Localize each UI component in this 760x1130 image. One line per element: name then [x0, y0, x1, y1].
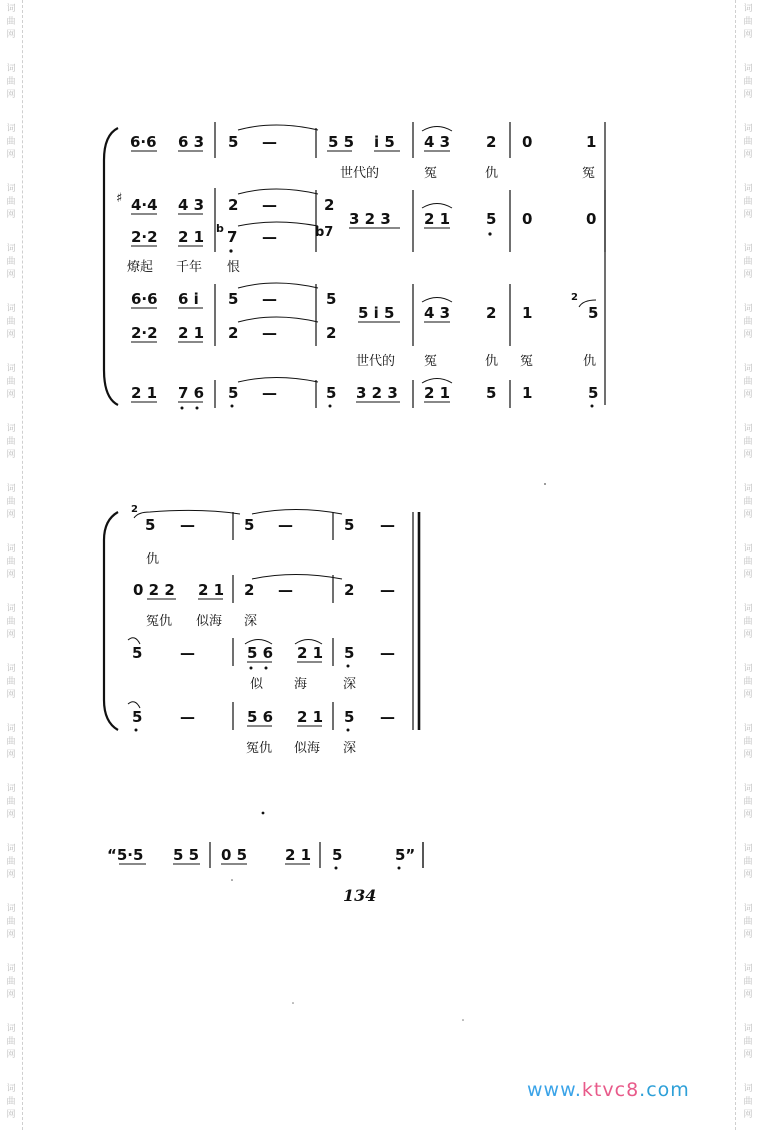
note: —	[262, 228, 277, 246]
watermark-glyph: 词	[6, 784, 16, 794]
print-speck	[262, 812, 265, 815]
print-speck	[544, 483, 546, 485]
watermark-glyph: 词	[743, 244, 753, 254]
note: 2 1	[297, 708, 324, 726]
lyric: 深	[343, 677, 357, 692]
watermark-glyph: 词	[6, 544, 16, 554]
watermark-glyph: 网	[743, 930, 753, 940]
watermark-glyph: 曲	[743, 437, 753, 447]
footnote-line	[107, 842, 423, 870]
watermark-glyph: 词	[743, 964, 753, 974]
note: 0	[522, 210, 533, 228]
lyric: 冤	[424, 354, 438, 369]
watermark-glyph: 词	[743, 604, 753, 614]
note: 2	[228, 196, 239, 214]
note: 6·6	[131, 290, 158, 308]
note: 2	[326, 324, 337, 342]
note: 3 2 3	[356, 384, 398, 402]
watermark-glyph: 词	[743, 664, 753, 674]
watermark-glyph: 词	[743, 304, 753, 314]
note: 5	[344, 644, 355, 662]
watermark-glyph: 词	[6, 124, 16, 134]
watermark-glyph: 词	[743, 4, 753, 14]
note: 1	[522, 304, 533, 322]
note: 5	[332, 846, 343, 864]
note: 2 1	[131, 384, 158, 402]
note: 2	[228, 324, 239, 342]
system1-staff3	[131, 283, 598, 369]
watermark-glyph: 词	[6, 184, 16, 194]
note: 1	[522, 384, 533, 402]
watermark-glyph: 词	[6, 664, 16, 674]
note: —	[278, 516, 293, 534]
lyric: 深	[244, 614, 258, 629]
system-1	[104, 122, 605, 410]
watermark-glyph: 词	[6, 1024, 16, 1034]
watermark-glyph: 网	[743, 30, 753, 40]
note: 5	[228, 290, 239, 308]
watermark-glyph: 曲	[6, 197, 16, 207]
note: 4 3	[424, 304, 451, 322]
lyric: 世代的	[340, 166, 380, 181]
note: 5	[326, 384, 337, 402]
watermark-glyph: 曲	[6, 497, 16, 507]
watermark-glyph: 网	[6, 1050, 16, 1060]
watermark-glyph: 网	[743, 330, 753, 340]
watermark-glyph: 曲	[743, 197, 753, 207]
lyric: 仇	[146, 552, 160, 567]
note: 2	[486, 304, 497, 322]
watermark-glyph: 词	[6, 484, 16, 494]
lyric: 千年	[176, 260, 203, 275]
note: 3 2 3	[349, 210, 391, 228]
watermark-glyph: 曲	[6, 677, 16, 687]
url-prefix: www.	[527, 1079, 582, 1101]
watermark-glyph: 词	[6, 424, 16, 434]
watermark-glyph: 曲	[6, 17, 16, 27]
watermark-glyph: 网	[743, 630, 753, 640]
watermark-glyph: 网	[6, 330, 16, 340]
watermark-glyph: 词	[743, 1024, 753, 1034]
watermark-glyph: 词	[743, 724, 753, 734]
watermark-glyph: 网	[6, 1110, 16, 1120]
note: 2	[344, 581, 355, 599]
url-brand: ktvc8	[581, 1079, 640, 1101]
note: 0 2 2	[133, 581, 175, 599]
system1-staff2	[116, 188, 605, 275]
note: 2 1	[424, 384, 451, 402]
note: 5	[588, 384, 599, 402]
note: 5 6	[247, 644, 274, 662]
note: —	[262, 324, 277, 342]
watermark-glyph: 网	[743, 690, 753, 700]
note: 2 1	[178, 324, 205, 342]
watermark-glyph: 词	[743, 844, 753, 854]
watermark-glyph: 曲	[743, 737, 753, 747]
watermark-glyph: 曲	[743, 497, 753, 507]
watermark-glyph: 词	[6, 1084, 16, 1094]
watermark-glyph: 网	[6, 450, 16, 460]
note: —	[180, 644, 195, 662]
note: —	[262, 290, 277, 308]
note: 5	[228, 384, 239, 402]
watermark-glyph: 曲	[743, 1097, 753, 1107]
watermark-glyph: 词	[743, 364, 753, 374]
note: “5·5	[107, 846, 144, 864]
system-brace	[104, 128, 118, 405]
watermark-glyph: 网	[743, 90, 753, 100]
watermark-glyph: 曲	[743, 317, 753, 327]
note: —	[380, 644, 395, 662]
note: 2	[486, 133, 497, 151]
watermark-glyph: 网	[6, 510, 16, 520]
grace-note: 2	[131, 504, 138, 515]
note: 4·4	[131, 196, 158, 214]
watermark-glyph: 网	[6, 630, 16, 640]
note: 5	[145, 516, 156, 534]
watermark-glyph: 网	[743, 870, 753, 880]
note: 5	[132, 644, 143, 662]
note: 0 5	[221, 846, 248, 864]
note: 6 i	[178, 290, 199, 308]
page-number: 134	[343, 886, 377, 905]
note: 0	[522, 133, 533, 151]
watermark-glyph: 曲	[6, 1097, 16, 1107]
watermark-glyph: 词	[6, 364, 16, 374]
watermark-glyph: 网	[743, 450, 753, 460]
note: —	[380, 708, 395, 726]
watermark-glyph: 网	[6, 270, 16, 280]
grace-note: 2	[571, 292, 578, 303]
watermark-glyph: 网	[6, 150, 16, 160]
watermark-glyph: 曲	[6, 377, 16, 387]
watermark-glyph: 曲	[743, 377, 753, 387]
sharp-sign: ♯	[116, 191, 123, 206]
watermark-glyph: 词	[6, 844, 16, 854]
watermark-glyph: 曲	[743, 617, 753, 627]
watermark-glyph: 词	[743, 1084, 753, 1094]
system2-staff2	[133, 575, 395, 630]
watermark-glyph: 网	[743, 210, 753, 220]
watermark-glyph: 曲	[6, 737, 16, 747]
print-speck	[231, 879, 233, 881]
lyric: 似海	[294, 741, 321, 756]
system2-staff1	[131, 504, 395, 567]
watermark-glyph: 曲	[6, 797, 16, 807]
lyric: 海	[294, 677, 308, 692]
watermark-glyph: 曲	[6, 977, 16, 987]
watermark-glyph: 网	[743, 570, 753, 580]
watermark-glyph: 网	[743, 750, 753, 760]
watermark-glyph: 曲	[743, 977, 753, 987]
note: 5 i 5	[358, 304, 395, 322]
watermark-glyph: 网	[6, 390, 16, 400]
lyric: 仇	[485, 354, 499, 369]
note: 5	[344, 516, 355, 534]
note: 4 3	[424, 133, 451, 151]
watermark-glyph: 词	[6, 304, 16, 314]
watermark-glyph: 网	[6, 210, 16, 220]
note: 5	[326, 290, 337, 308]
watermark-glyph: 网	[6, 990, 16, 1000]
lyric: 冤仇	[246, 741, 273, 756]
system1-staff4	[131, 378, 598, 410]
watermark-glyph: 曲	[6, 557, 16, 567]
lyric: 深	[343, 741, 357, 756]
watermark-glyph: 词	[6, 244, 16, 254]
watermark-glyph: 词	[6, 604, 16, 614]
note: 5	[132, 708, 143, 726]
note: 5	[344, 708, 355, 726]
lyric: 似	[250, 677, 264, 692]
watermark-glyph: 词	[743, 904, 753, 914]
watermark-glyph: 曲	[6, 317, 16, 327]
note: 5	[244, 516, 255, 534]
watermark-glyph: 网	[743, 1110, 753, 1120]
watermark-glyph: 网	[6, 570, 16, 580]
lyric: 仇	[583, 354, 597, 369]
watermark-glyph: 词	[743, 544, 753, 554]
note: 2·2	[131, 324, 158, 342]
site-watermark-url	[527, 1079, 690, 1101]
watermark-glyph: 曲	[743, 1037, 753, 1047]
note: 2	[324, 196, 335, 214]
print-speck	[462, 1019, 464, 1021]
system-brace	[104, 512, 118, 730]
system2-staff4	[128, 702, 395, 756]
url-suffix: .com	[639, 1079, 690, 1101]
watermark-glyph: 词	[743, 184, 753, 194]
note: 6 3	[178, 133, 205, 151]
note: 2 1	[198, 581, 225, 599]
watermark-glyph: 词	[6, 904, 16, 914]
note: 4 3	[178, 196, 205, 214]
watermark-glyph: 曲	[6, 917, 16, 927]
note: —	[380, 581, 395, 599]
lyric: 冤	[424, 166, 438, 181]
watermark-glyph: 词	[6, 964, 16, 974]
note: 5	[486, 210, 497, 228]
note: 5	[486, 384, 497, 402]
system1-staff1	[130, 122, 596, 181]
watermark-glyph: 词	[743, 784, 753, 794]
lyric: 似海	[196, 614, 223, 629]
note: 2 1	[297, 644, 324, 662]
watermark-glyph: 曲	[6, 1037, 16, 1047]
watermark-glyph: 曲	[6, 257, 16, 267]
lyric: 冤	[520, 354, 534, 369]
note: —	[262, 133, 277, 151]
watermark-glyph: 曲	[6, 437, 16, 447]
note: 2 1	[178, 228, 205, 246]
watermark-glyph: 网	[743, 390, 753, 400]
note: 5	[228, 133, 239, 151]
watermark-glyph: 网	[743, 270, 753, 280]
watermark-glyph: 网	[743, 810, 753, 820]
watermark-glyph: 曲	[6, 77, 16, 87]
watermark-glyph: 词	[6, 724, 16, 734]
watermark-glyph: 曲	[743, 857, 753, 867]
watermark-glyph: 网	[6, 750, 16, 760]
note: 7	[227, 228, 238, 246]
watermark-glyph: 网	[743, 1050, 753, 1060]
watermark-glyph: 网	[743, 510, 753, 520]
print-speck	[292, 1002, 294, 1004]
flat-seven: b7	[315, 225, 334, 240]
watermark-glyph: 曲	[6, 617, 16, 627]
note: 5 6	[247, 708, 274, 726]
note: 5 5	[328, 133, 355, 151]
watermark-glyph: 曲	[743, 257, 753, 267]
watermark-glyph: 曲	[6, 857, 16, 867]
note: —	[262, 196, 277, 214]
watermark-glyph: 词	[743, 64, 753, 74]
note: —	[180, 516, 195, 534]
watermark-glyph: 网	[6, 810, 16, 820]
lyric: 冤仇	[146, 614, 173, 629]
lyric: 冤	[582, 166, 596, 181]
watermark-glyph: 网	[743, 990, 753, 1000]
watermark-glyph: 曲	[743, 557, 753, 567]
note: 1	[586, 133, 597, 151]
flat-sign: b	[216, 222, 224, 235]
note: 2·2	[131, 228, 158, 246]
note: —	[380, 516, 395, 534]
watermark-glyph: 词	[743, 484, 753, 494]
watermark-glyph: 曲	[743, 677, 753, 687]
watermark-glyph: 网	[6, 870, 16, 880]
watermark-glyph: 词	[743, 124, 753, 134]
note: —	[262, 384, 277, 402]
note: 7 6	[178, 384, 205, 402]
lyric: 仇	[485, 166, 499, 181]
lyric: 世代的	[356, 354, 396, 369]
note: 5	[588, 304, 599, 322]
system2-staff3	[128, 638, 395, 692]
lyric: 恨	[227, 260, 241, 275]
system-2	[104, 504, 419, 756]
watermark-glyph: 网	[6, 30, 16, 40]
watermark-glyph: 词	[6, 64, 16, 74]
note: 2 1	[424, 210, 451, 228]
note: 2 1	[285, 846, 312, 864]
watermark-glyph: 词	[6, 4, 16, 14]
watermark-glyph: 曲	[743, 137, 753, 147]
watermark-glyph: 曲	[743, 17, 753, 27]
watermark-glyph: 网	[743, 150, 753, 160]
watermark-glyph: 网	[6, 690, 16, 700]
watermark-glyph: 曲	[6, 137, 16, 147]
note: i 5	[374, 133, 395, 151]
watermark-glyph: 曲	[743, 797, 753, 807]
watermark-glyph: 曲	[743, 917, 753, 927]
note: 5 5	[173, 846, 200, 864]
note: 2	[244, 581, 255, 599]
note: 6·6	[130, 133, 157, 151]
note: 0	[586, 210, 597, 228]
watermark-glyph: 曲	[743, 77, 753, 87]
note: 5”	[395, 846, 416, 864]
note: —	[278, 581, 293, 599]
watermark-glyph: 词	[743, 424, 753, 434]
watermark-glyph: 网	[6, 930, 16, 940]
note: —	[180, 708, 195, 726]
lyric: 燎起	[127, 260, 154, 275]
watermark-glyph: 网	[6, 90, 16, 100]
